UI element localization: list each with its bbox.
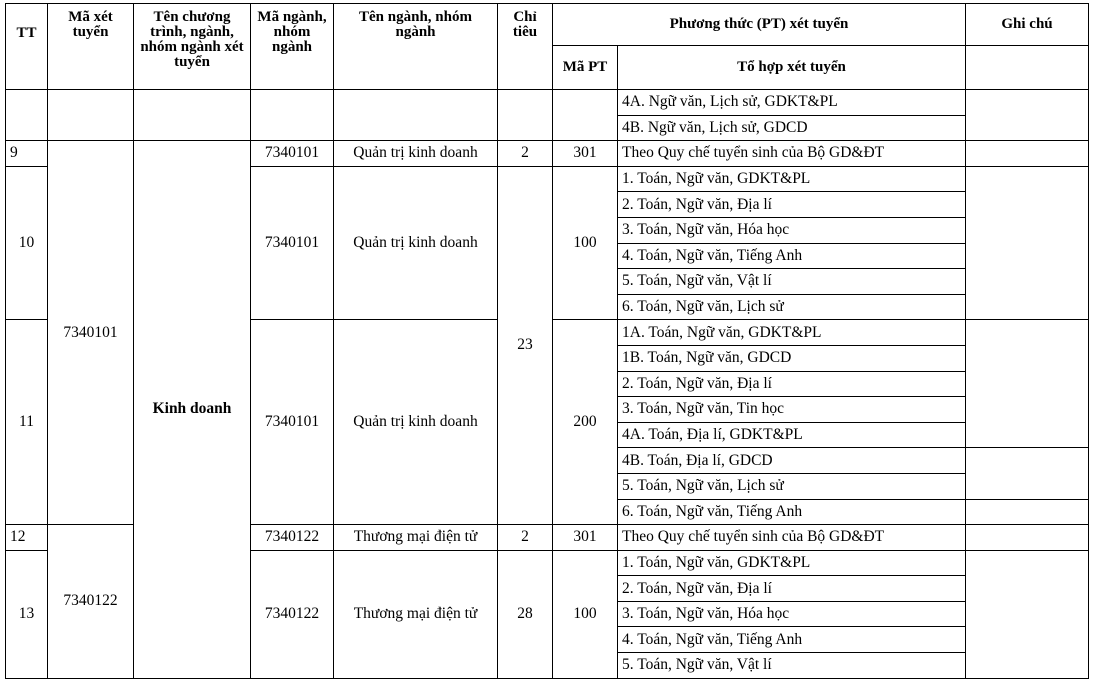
to-hop-cell: 6. Toán, Ngữ văn, Tiếng Anh bbox=[618, 499, 966, 525]
tt-cell: 9 bbox=[6, 141, 48, 167]
ma-nganh-cell: 7340101 bbox=[251, 141, 334, 167]
ten-nganh-cell: Quản trị kinh doanh bbox=[334, 141, 498, 167]
ma-pt-cell: 100 bbox=[553, 550, 618, 678]
to-hop-cell: 3. Toán, Ngữ văn, Tin học bbox=[618, 397, 966, 423]
to-hop-cell: 1A. Toán, Ngữ văn, GDKT&PL bbox=[618, 320, 966, 346]
ma-nganh-cell: 7340101 bbox=[251, 320, 334, 525]
header-ma-xet-tuyen: Mã xét tuyển bbox=[48, 4, 134, 90]
ten-chuong-trinh-cell: Kinh doanh bbox=[134, 141, 251, 678]
tt-cell: 11 bbox=[6, 320, 48, 525]
to-hop-cell: 3. Toán, Ngữ văn, Hóa học bbox=[618, 217, 966, 243]
header-chi-tieu: Chỉ tiêu bbox=[498, 4, 553, 90]
carry-cell bbox=[6, 90, 48, 141]
ten-nganh-cell: Thương mại điện tử bbox=[334, 525, 498, 551]
header-ghi-chu: Ghi chú bbox=[966, 4, 1089, 46]
to-hop-cell: 1B. Toán, Ngữ văn, GDCD bbox=[618, 345, 966, 371]
ma-pt-cell: 301 bbox=[553, 525, 618, 551]
tt-cell: 12 bbox=[6, 525, 48, 551]
tt-cell: 10 bbox=[6, 166, 48, 320]
to-hop-cell: 4. Toán, Ngữ văn, Tiếng Anh bbox=[618, 627, 966, 653]
ma-nganh-cell: 7340122 bbox=[251, 525, 334, 551]
header-phuong-thuc: Phương thức (PT) xét tuyển bbox=[553, 4, 966, 46]
carry-cell bbox=[334, 90, 498, 141]
to-hop-cell: 2. Toán, Ngữ văn, Địa lí bbox=[618, 371, 966, 397]
to-hop-cell: Theo Quy chế tuyển sinh của Bộ GD&ĐT bbox=[618, 141, 966, 167]
to-hop-cell: 1. Toán, Ngữ văn, GDKT&PL bbox=[618, 166, 966, 192]
to-hop-cell: 4. Toán, Ngữ văn, Tiếng Anh bbox=[618, 243, 966, 269]
ma-xet-tuyen-cell: 7340101 bbox=[48, 141, 134, 525]
ten-nganh-cell: Thương mại điện tử bbox=[334, 550, 498, 678]
ma-xet-tuyen-cell: 7340122 bbox=[48, 525, 134, 679]
ghi-chu-cell bbox=[966, 550, 1089, 678]
carry-cell bbox=[134, 90, 251, 141]
tt-cell: 13 bbox=[6, 550, 48, 678]
admission-table bbox=[5, 3, 1089, 679]
ghi-chu-cell bbox=[966, 499, 1089, 525]
to-hop-cell: 5. Toán, Ngữ văn, Lịch sử bbox=[618, 473, 966, 499]
carry-cell bbox=[498, 90, 553, 141]
ghi-chu-cell bbox=[966, 320, 1089, 448]
to-hop-cell: 1. Toán, Ngữ văn, GDKT&PL bbox=[618, 550, 966, 576]
header-ten-chuong-trinh: Tên chương trình, ngành, nhóm ngành xét tuyển bbox=[134, 4, 251, 90]
to-hop-cell: 4A. Toán, Địa lí, GDKT&PL bbox=[618, 422, 966, 448]
to-hop-cell: 4A. Ngữ văn, Lịch sử, GDKT&PL bbox=[618, 90, 966, 116]
ma-nganh-cell: 7340122 bbox=[251, 550, 334, 678]
ten-nganh-cell: Quản trị kinh doanh bbox=[334, 320, 498, 525]
ma-pt-cell: 301 bbox=[553, 141, 618, 167]
to-hop-cell: 5. Toán, Ngữ văn, Vật lí bbox=[618, 269, 966, 295]
chi-tieu-cell: 28 bbox=[498, 550, 553, 678]
to-hop-cell: 4B. Toán, Địa lí, GDCD bbox=[618, 448, 966, 474]
carry-cell bbox=[251, 90, 334, 141]
to-hop-cell: Theo Quy chế tuyển sinh của Bộ GD&ĐT bbox=[618, 525, 966, 551]
chi-tieu-cell: 23 bbox=[498, 166, 553, 524]
header-to-hop: Tổ hợp xét tuyển bbox=[618, 46, 966, 90]
ghi-chu-cell bbox=[966, 90, 1089, 141]
header-tt: TT bbox=[6, 4, 48, 90]
chi-tieu-cell: 2 bbox=[498, 141, 553, 167]
carry-cell bbox=[553, 90, 618, 141]
ghi-chu-cell bbox=[966, 525, 1089, 551]
chi-tieu-cell: 2 bbox=[498, 525, 553, 551]
to-hop-cell: 4B. Ngữ văn, Lịch sử, GDCD bbox=[618, 115, 966, 141]
ma-pt-cell: 200 bbox=[553, 320, 618, 525]
ghi-chu-cell bbox=[966, 448, 1089, 499]
ghi-chu-cell bbox=[966, 166, 1089, 320]
to-hop-cell: 5. Toán, Ngữ văn, Vật lí bbox=[618, 653, 966, 679]
ghi-chu-cell bbox=[966, 46, 1089, 90]
carry-cell bbox=[48, 90, 134, 141]
to-hop-cell: 2. Toán, Ngữ văn, Địa lí bbox=[618, 576, 966, 602]
ma-nganh-cell: 7340101 bbox=[251, 166, 334, 320]
ma-pt-cell: 100 bbox=[553, 166, 618, 320]
to-hop-cell: 6. Toán, Ngữ văn, Lịch sử bbox=[618, 294, 966, 320]
header-ma-pt: Mã PT bbox=[553, 46, 618, 90]
to-hop-cell: 3. Toán, Ngữ văn, Hóa học bbox=[618, 601, 966, 627]
ten-nganh-cell: Quản trị kinh doanh bbox=[334, 166, 498, 320]
to-hop-cell: 2. Toán, Ngữ văn, Địa lí bbox=[618, 192, 966, 218]
ghi-chu-cell bbox=[966, 141, 1089, 167]
header-ten-nganh: Tên ngành, nhóm ngành bbox=[334, 4, 498, 90]
header-ma-nganh: Mã ngành, nhóm ngành bbox=[251, 4, 334, 90]
